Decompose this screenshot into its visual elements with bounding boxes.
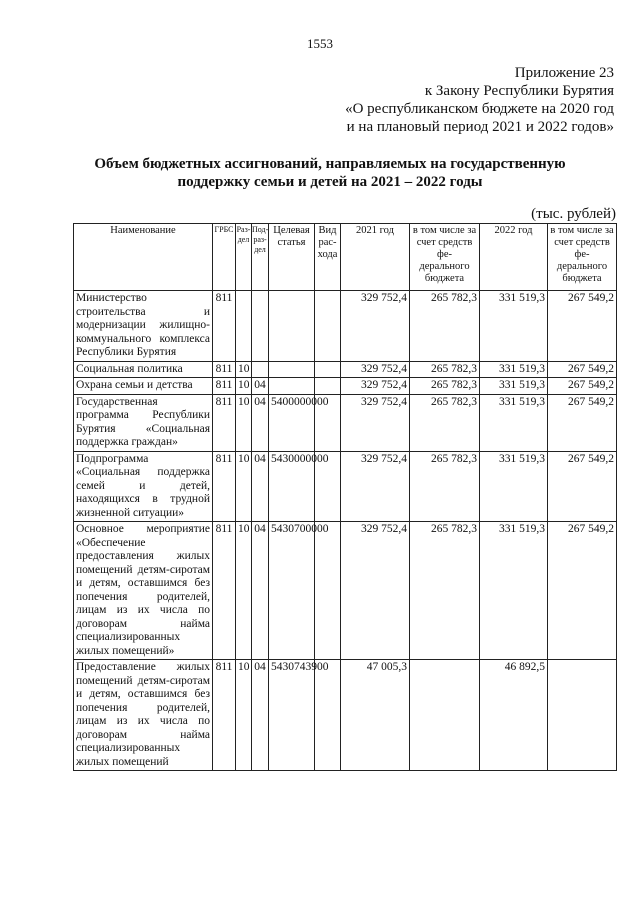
header-2022: 2022 год: [480, 224, 548, 291]
row-podrazdel-cell: [252, 291, 269, 362]
row-name-cell: Подпрограмма «Социальная поддержка семей и детей, находящихся в трудной жизненной ситуации»: [74, 451, 213, 522]
appendix-header: [345, 64, 614, 136]
row-razdel-cell: 10: [236, 522, 252, 660]
header-target: Целевая статья: [269, 224, 315, 291]
appendix-line-3: «О республиканском бюджете на 2020 год: [345, 101, 614, 117]
row-vid-cell: [315, 378, 341, 395]
table-row: [74, 361, 617, 378]
row-fed-2022-cell: 267 549,2: [548, 291, 617, 362]
row-podrazdel-cell: 04: [252, 378, 269, 395]
row-name-cell: Социальная политика: [74, 361, 213, 378]
row-razdel-cell: 10: [236, 361, 252, 378]
row-fed-2021-cell: 265 782,3: [410, 291, 480, 362]
appendix-line-1: Приложение 23: [514, 65, 614, 81]
header-2021: 2021 год: [341, 224, 410, 291]
appendix-line-4: и на плановый период 2021 и 2022 годов»: [346, 119, 614, 135]
row-podrazdel-cell: [252, 361, 269, 378]
row-2022-cell: 331 519,3: [480, 378, 548, 395]
row-2022-cell: 331 519,3: [480, 361, 548, 378]
row-target-cell: [269, 361, 315, 378]
row-name-cell: Предоставление жилых помещений детям-сиротам и детям, оставшимся без попечения родителей, лицам из их числа по договорам найма специализированных жилых помещений: [74, 660, 213, 771]
row-vid-cell: [315, 522, 341, 660]
table-body: [74, 291, 617, 771]
row-fed-2022-cell: 267 549,2: [548, 378, 617, 395]
row-name-cell: Основное мероприятие «Обеспечение предоставления жилых помещений детям-сиротам и детям, оставшимся без попечения родителей, лицам из их числа по договорам найма специализированных жилых помещений»: [74, 522, 213, 660]
page-number: 1553: [307, 36, 333, 51]
row-2021-cell: 329 752,4: [341, 291, 410, 362]
table-header-row: [74, 224, 617, 291]
header-fed-2022: в том числе за счет средств фе-дерального бюджета: [548, 224, 617, 291]
row-grbs-cell: 811: [213, 361, 236, 378]
row-name-cell: Министерство строительства и модернизации жилищно-коммунального комплекса Республики Бурятия: [74, 291, 213, 362]
row-fed-2022-cell: 267 549,2: [548, 522, 617, 660]
row-2022-cell: 331 519,3: [480, 451, 548, 522]
title-line-2: поддержку семьи и детей на 2021 – 2022 годы: [177, 174, 483, 190]
header-fed-2021: в том числе за счет средств фе-дерального бюджета: [410, 224, 480, 291]
header-grbs: ГРБС: [213, 224, 236, 291]
row-target-cell: [269, 378, 315, 395]
row-2022-cell: 46 892,5: [480, 660, 548, 771]
budget-table: [73, 223, 617, 771]
row-2021-cell: 329 752,4: [341, 394, 410, 451]
row-grbs-cell: 811: [213, 660, 236, 771]
title-line-1: Объем бюджетных ассигнований, направляемых на государственную: [94, 156, 566, 172]
row-2021-cell: 329 752,4: [341, 451, 410, 522]
table-row: [74, 394, 617, 451]
row-fed-2022-cell: [548, 660, 617, 771]
table-row: [74, 522, 617, 660]
row-razdel-cell: 10: [236, 394, 252, 451]
row-grbs-cell: 811: [213, 451, 236, 522]
row-grbs-cell: 811: [213, 394, 236, 451]
row-2022-cell: 331 519,3: [480, 394, 548, 451]
row-vid-cell: [315, 291, 341, 362]
row-2021-cell: 329 752,4: [341, 378, 410, 395]
row-fed-2021-cell: [410, 660, 480, 771]
row-fed-2022-cell: 267 549,2: [548, 394, 617, 451]
row-target-cell: 5430700000: [269, 522, 315, 660]
row-name-cell: Охрана семьи и детства: [74, 378, 213, 395]
row-vid-cell: [315, 660, 341, 771]
row-fed-2021-cell: 265 782,3: [410, 361, 480, 378]
row-target-cell: 5430743900: [269, 660, 315, 771]
table-row: [74, 451, 617, 522]
table-row: [74, 378, 617, 395]
row-vid-cell: [315, 361, 341, 378]
row-target-cell: 5400000000: [269, 394, 315, 451]
header-name: Наименование: [74, 224, 213, 291]
table-row: [74, 660, 617, 771]
row-target-cell: [269, 291, 315, 362]
row-podrazdel-cell: 04: [252, 394, 269, 451]
row-grbs-cell: 811: [213, 378, 236, 395]
row-grbs-cell: 811: [213, 522, 236, 660]
row-2021-cell: 47 005,3: [341, 660, 410, 771]
row-fed-2021-cell: 265 782,3: [410, 451, 480, 522]
row-grbs-cell: 811: [213, 291, 236, 362]
table-row: [74, 291, 617, 362]
row-2021-cell: 329 752,4: [341, 361, 410, 378]
header-razdel: Раз-дел: [236, 224, 252, 291]
row-target-cell: 5430000000: [269, 451, 315, 522]
row-fed-2021-cell: 265 782,3: [410, 522, 480, 660]
row-razdel-cell: 10: [236, 451, 252, 522]
appendix-line-2: к Закону Республики Бурятия: [424, 83, 614, 99]
row-razdel-cell: [236, 291, 252, 362]
row-2022-cell: 331 519,3: [480, 291, 548, 362]
row-razdel-cell: 10: [236, 378, 252, 395]
row-2021-cell: 329 752,4: [341, 522, 410, 660]
row-razdel-cell: 10: [236, 660, 252, 771]
header-podrazdel: Под-раз-дел: [252, 224, 269, 291]
row-fed-2022-cell: 267 549,2: [548, 361, 617, 378]
units-label: (тыс. рублей): [531, 206, 616, 222]
document-title: [70, 155, 590, 191]
row-fed-2022-cell: 267 549,2: [548, 451, 617, 522]
row-podrazdel-cell: 04: [252, 660, 269, 771]
header-vid: Вид рас-хода: [315, 224, 341, 291]
row-name-cell: Государственная программа Республики Бурятия «Социальная поддержка граждан»: [74, 394, 213, 451]
row-podrazdel-cell: 04: [252, 522, 269, 660]
row-podrazdel-cell: 04: [252, 451, 269, 522]
row-fed-2021-cell: 265 782,3: [410, 394, 480, 451]
row-fed-2021-cell: 265 782,3: [410, 378, 480, 395]
row-2022-cell: 331 519,3: [480, 522, 548, 660]
